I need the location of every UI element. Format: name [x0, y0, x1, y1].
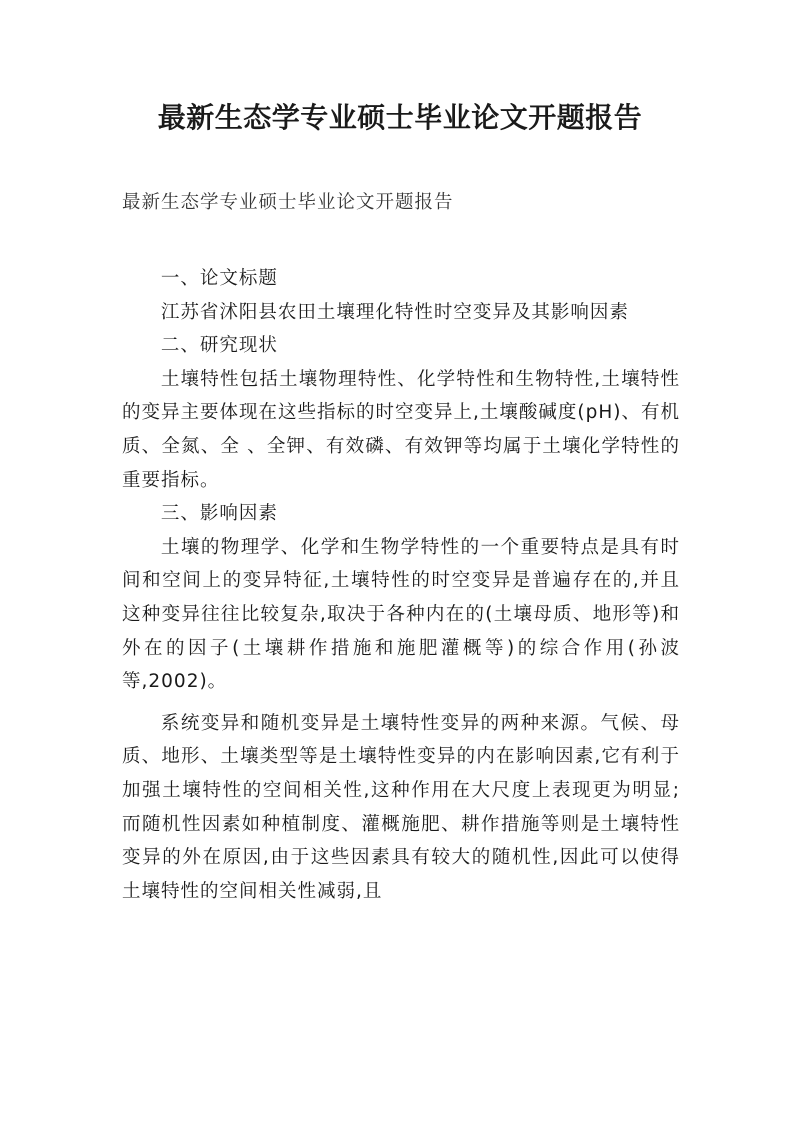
paragraph-factors-1: 土壤的物理学、化学和生物学特性的一个重要特点是具有时间和空间上的变异特征,土壤特性的时空变异是普遍存在的,并且这种变异往往比较复杂,取决于各种内在的(土壤母质、地形等)和外在的因子(土壤耕作措施和施肥灌概等)的综合作用(孙波等,2002)。 [122, 536, 680, 693]
document-body [122, 262, 680, 908]
section-heading-factors: 三、影响因素 [160, 503, 278, 525]
section-heading-title: 一、论文标题 [160, 268, 278, 289]
paragraph-thesis-title: 江苏省沭阳县农田土壤理化特性时空变异及其影响因素 [160, 301, 629, 323]
document-title: 最新生态学专业硕士毕业论文开题报告 [157, 101, 643, 134]
paragraph-status: 土壤特性包括土壤物理特性、化学特性和生物特性,土壤特性的变异主要体现在这些指标的时空变异上,土壤酸碱度(pH)、有机质、全氮、全 、全钾、有效磷、有效钾等均属于土壤化学特性的重要指标。 [122, 368, 680, 491]
document-subtitle: 最新生态学专业硕士毕业论文开题报告 [122, 192, 454, 213]
section-heading-status: 二、研究现状 [160, 335, 278, 357]
paragraph-factors-2: 系统变异和随机变异是土壤特性变异的两种来源。气候、母质、地形、土壤类型等是土壤特性变异的内在影响因素,它有利于加强土壤特性的空间相关性,这种作用在大尺度上表现更为明显;而随机性因素如种植制度、灌概施肥、耕作措施等则是土壤特性变异的外在原因,由于这些因素具有较大的随机性,因此可以使得土壤特性的空间相关性减弱,且 [122, 712, 680, 902]
